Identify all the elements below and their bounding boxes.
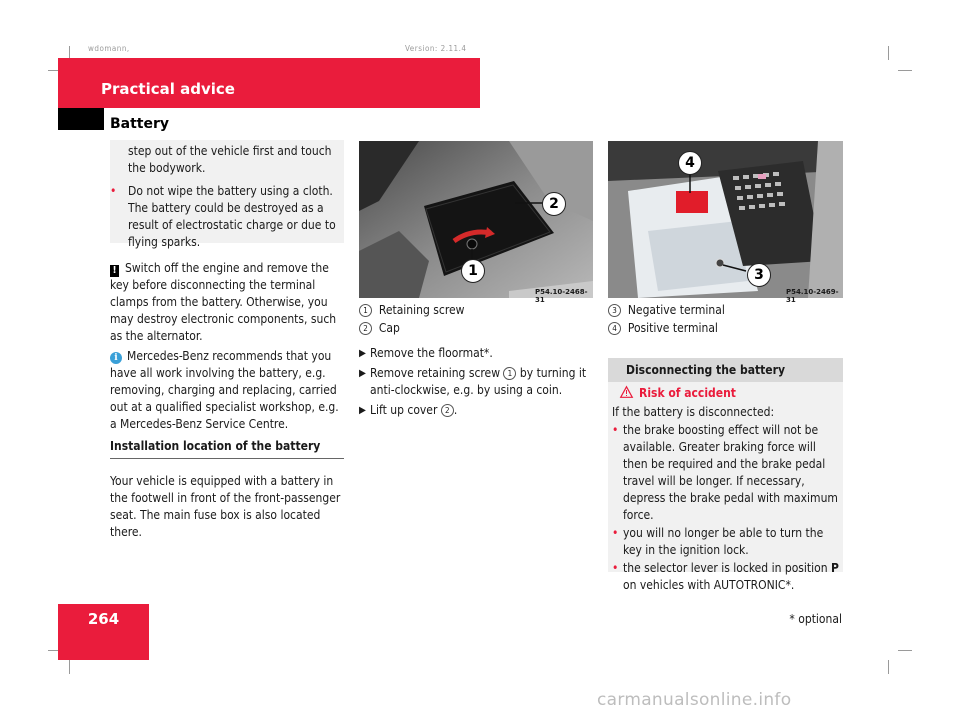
warning-icon: !: [110, 265, 119, 277]
legend-text: Negative terminal: [627, 303, 725, 317]
crop-mark: [888, 660, 889, 674]
section-title: Practical advice: [101, 80, 235, 98]
callout-2: 2: [542, 192, 566, 216]
battery-photo: [608, 141, 843, 304]
step-arrow-icon: ▶: [359, 368, 366, 379]
bullet-wipe-battery: [110, 183, 344, 251]
step-text: .: [453, 403, 458, 417]
crop-mark: [898, 70, 912, 71]
step-text: Remove retaining screw: [370, 366, 501, 380]
callout-4: 4: [678, 151, 702, 175]
bullet-wipe-text: Do not wipe the battery using a cloth. The battery could be destroyed as a result of electrostatic charge or due to flying sparks.: [128, 184, 336, 249]
warning-triangle-icon: [620, 386, 633, 398]
disconnect-section: [608, 358, 843, 383]
install-text: Your vehicle is equipped with a battery in the footwell in front of the front-passenger seat. The main fuse box is also located there.: [110, 474, 341, 539]
install-section: [110, 438, 344, 541]
watermark: carmanualsonline.info: [597, 690, 792, 710]
photo-code: P54.10-2468-31: [535, 288, 588, 304]
risk-warning-box: [608, 382, 843, 592]
battery-illustration: [608, 141, 843, 298]
step-text: Lift up cover: [370, 403, 438, 417]
legend-number: 3: [608, 304, 621, 317]
crop-mark: [888, 46, 889, 60]
risk-bullet-2: • you will no longer be able to turn the key in the ignition lock.: [612, 525, 843, 559]
print-meta-author: wdomann,: [88, 44, 130, 53]
photo-legend-1: [359, 302, 593, 337]
step-text: Remove the floormat*.: [370, 346, 493, 360]
risk-title: Risk of accident: [639, 386, 736, 400]
legend-number: 4: [608, 322, 621, 335]
inline-ref-number: 2: [441, 404, 454, 417]
page-title-tab: [58, 108, 104, 130]
page-number-block: [58, 604, 149, 660]
print-meta-version: Version: 2.11.4: [405, 44, 467, 53]
risk-intro: If the battery is disconnected:: [612, 405, 775, 419]
legend-text: Positive terminal: [627, 321, 718, 335]
continued-safety-box: [110, 140, 344, 249]
legend-text: Cap: [378, 321, 400, 335]
disconnect-heading: Disconnecting the battery: [608, 358, 843, 383]
photo-legend-2: [608, 302, 843, 337]
risk-title-row: [608, 385, 843, 402]
photo-code: P54.10-2469-31: [786, 288, 839, 304]
warning-note-text: Switch off the engine and remove the key before disconnecting the terminal clamps from the battery. Otherwise, you may destroy electronic components, such as the alternator.: [110, 261, 337, 343]
info-note-text: Mercedes-Benz recommends that you have all work involving the battery, e.g. removing, charging and replacing, carried out at a qualified specialist workshop, e.g. a Mercedes-Benz Service Centre.: [110, 349, 339, 431]
risk-bullet-text: on vehicles with AUTOTRONIC*.: [623, 578, 795, 592]
callout-1: 1: [461, 259, 485, 283]
info-icon: i: [110, 352, 122, 364]
page-title: Battery: [110, 116, 170, 132]
risk-bullet-1: • the brake boosting effect will not be available. Greater braking force will then be required and the brake pedal travel will be longer. If necessary, depress the brake pedal with maximum force.: [612, 422, 843, 524]
risk-bullet-text: the selector lever is locked in position: [623, 561, 828, 575]
continued-text: step out of the vehicle first and touch the bodywork.: [128, 144, 332, 175]
install-heading: Installation location of the battery: [110, 438, 344, 459]
step-item: [359, 402, 593, 419]
legend-number: 1: [359, 304, 372, 317]
step-arrow-icon: ▶: [359, 348, 366, 359]
footwell-photo: [359, 141, 593, 304]
instruction-steps: [359, 345, 593, 419]
inline-ref-number: 1: [503, 367, 516, 380]
callout-3: 3: [747, 263, 771, 287]
crop-mark: [69, 660, 70, 674]
optional-footnote: * optional: [789, 612, 842, 626]
step-item: [359, 365, 593, 399]
warning-note: [110, 260, 348, 345]
info-note: [110, 348, 348, 433]
page-number: 264: [87, 610, 120, 628]
selector-position: P: [831, 561, 839, 575]
step-item: [359, 345, 593, 362]
risk-bullet-3: [612, 560, 843, 594]
step-text: by turning it anti-clockwise, e.g. by using a coin.: [370, 366, 587, 397]
legend-number: 2: [359, 322, 372, 335]
crop-mark: [898, 650, 912, 651]
step-arrow-icon: ▶: [359, 405, 366, 416]
legend-text: Retaining screw: [378, 303, 465, 317]
